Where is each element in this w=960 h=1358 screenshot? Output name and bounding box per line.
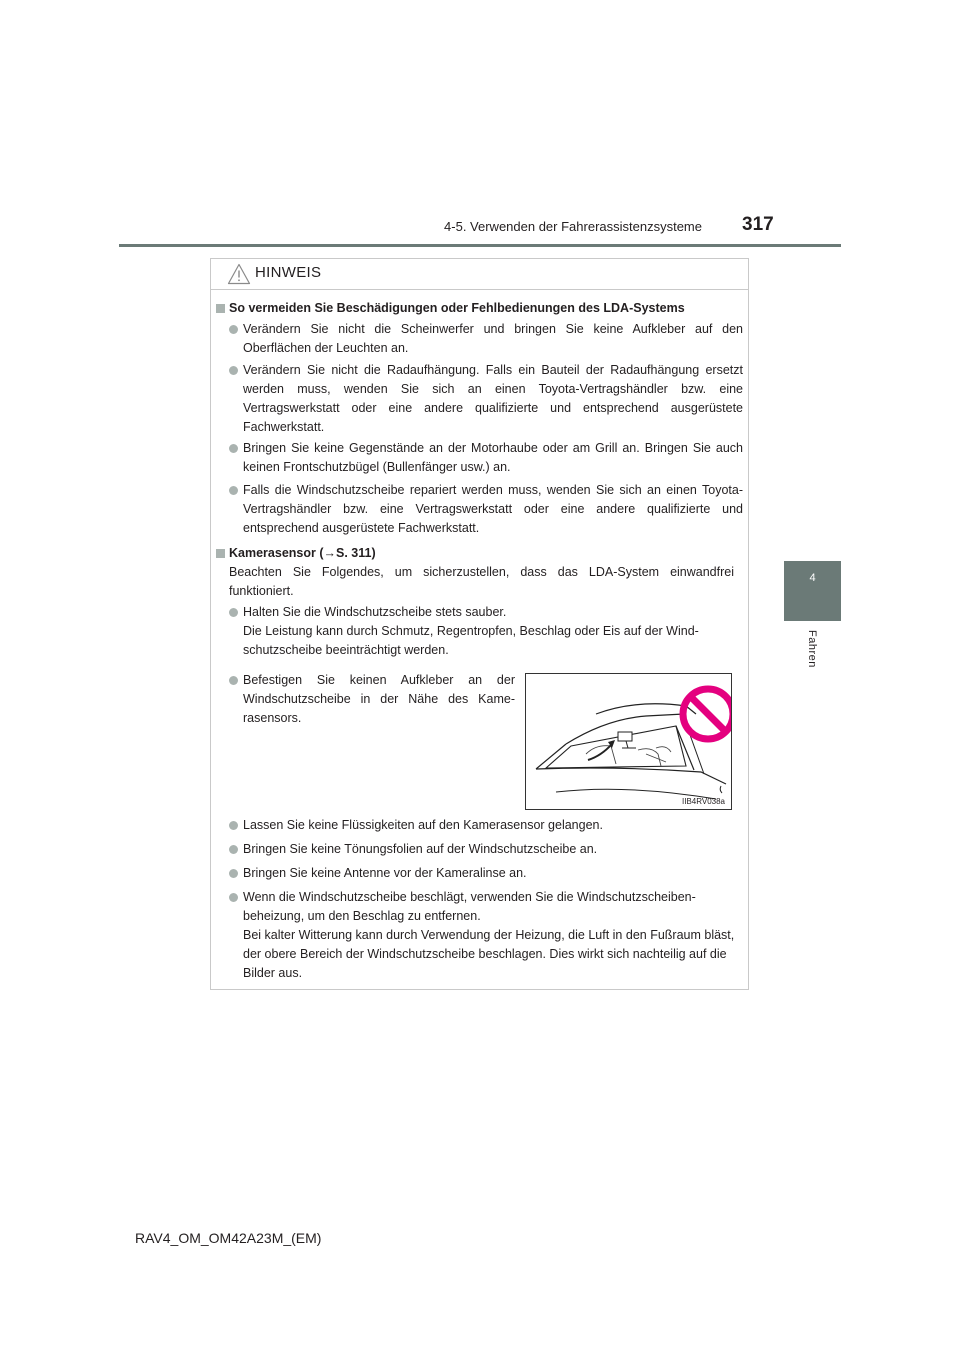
bullet-dot bbox=[229, 366, 238, 375]
bullet-text: Falls die Windschutzscheibe repariert werden muss, wenden Sie sich an einen Toyota-Vertragshändler bzw. eine Vertragswerkstatt oder eine andere qualifizierte und entsprechend ausgerüstete Fachwerkstatt. bbox=[243, 483, 743, 535]
warning-triangle-icon bbox=[227, 263, 251, 285]
bullet-text: Verändern Sie nicht die Scheinwerfer und bringen Sie keine Aufkleber auf den Oberflächen der Leuchten an. bbox=[243, 322, 743, 355]
chapter-label: Fahren bbox=[806, 630, 818, 668]
bullet-text: Bringen Sie keine Gegenstände an der Motorhaube oder am Grill an. Bringen Sie auch keinen Frontschutzbügel (Bullenfänger usw.) an. bbox=[243, 441, 743, 474]
bullet-text: Wenn die Windschutzscheibe beschlägt, verwenden Sie die Windschutzscheibenbeheizung, um den Beschlag zu entfernen. Bei kalter Witterung kann durch Verwendung der Heizung, die Luft in den Fußraum bläst, der obere Bereich der Windschutzscheibe beschlagen. Dies wirkt sich nachteilig auf die Bilder aus. bbox=[243, 890, 735, 980]
section-title: 4-5. Verwenden der Fahrerassistenzsysteme bbox=[444, 219, 702, 234]
bullet-text: Lassen Sie keine Flüssigkeiten auf den Kamerasensor gelangen. bbox=[243, 818, 603, 832]
bullet-text: Bringen Sie keine Antenne vor der Kameralinse an. bbox=[243, 866, 527, 880]
illustration-code: IIB4RV038a bbox=[682, 797, 725, 806]
car-windshield-image bbox=[526, 674, 731, 809]
chapter-tab bbox=[784, 561, 841, 621]
bullet-dot bbox=[229, 845, 238, 854]
windshield-camera-illustration bbox=[525, 673, 732, 810]
bullet-text: Bringen Sie keine Tönungsfolien auf der Windschutzscheibe an. bbox=[243, 842, 598, 856]
bullet-text: Befestigen Sie keinen Aufkleber an der Windschutzscheibe in der Nähe des Kamerasensors. bbox=[243, 673, 515, 725]
notice-title: HINWEIS bbox=[255, 264, 322, 281]
bullet-dot bbox=[229, 821, 238, 830]
section-marker bbox=[216, 549, 225, 558]
bullet-dot bbox=[229, 444, 238, 453]
section-heading-lda: So vermeiden Sie Beschädigungen oder Fehlbedienungen des LDA-Systems bbox=[229, 301, 685, 315]
section-heading-camera: Kamerasensor (→S. 311) bbox=[229, 546, 376, 560]
page-number: 317 bbox=[742, 214, 774, 235]
bullet-dot bbox=[229, 608, 238, 617]
bullet-dot bbox=[229, 325, 238, 334]
bullet-dot bbox=[229, 869, 238, 878]
bullet-dot bbox=[229, 486, 238, 495]
notice-header bbox=[211, 259, 748, 290]
chapter-number: 4 bbox=[809, 572, 816, 584]
bullet-dot bbox=[229, 676, 238, 685]
header-divider bbox=[119, 244, 841, 247]
document-code: RAV4_OM_OM42A23M_(EM) bbox=[135, 1230, 322, 1246]
section-marker bbox=[216, 304, 225, 313]
section-intro: Beachten Sie Folgendes, um sicherzustellen, dass das LDA-System einwandfrei funktioniert. bbox=[229, 565, 734, 598]
bullet-dot bbox=[229, 893, 238, 902]
bullet-text: Verändern Sie nicht die Radaufhängung. Falls ein Bauteil der Radaufhängung ersetzt werden muss, wenden Sie sich an einen Toyota-Vertragshändler bzw. eine Vertragswerkstatt oder eine andere qualifizierte und entsprechend ausgerüstete Fachwerkstatt. bbox=[243, 363, 743, 434]
bullet-text: Halten Sie die Windschutzscheibe stets sauber. Die Leistung kann durch Schmutz, Regentropfen, Beschlag oder Eis auf der Windschutzscheibe beeinträchtigt werden. bbox=[243, 605, 699, 657]
